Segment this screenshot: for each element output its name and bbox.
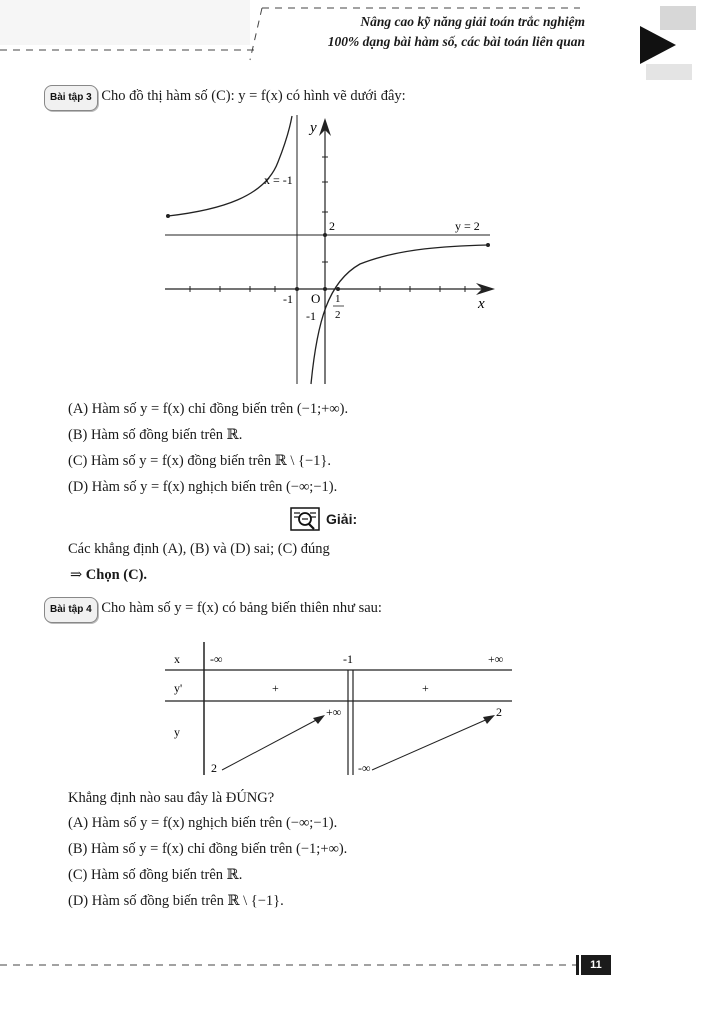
row-yprime-label: y' — [174, 681, 183, 695]
exercise-3-heading — [44, 85, 406, 111]
ex3-option-d: (D) Hàm số y = f(x) nghịch biến trên (−∞;−1). — [68, 479, 338, 495]
x-axis-label: x — [478, 296, 485, 312]
point-y-intercept — [323, 233, 327, 237]
ex4-option-c: (C) Hàm số đồng biến trên ℝ. — [68, 867, 243, 883]
ex3-solution-choice — [70, 565, 147, 585]
footer-divider — [0, 955, 725, 975]
row-y-label: y — [174, 725, 180, 739]
ex3-option-a: (A) Hàm số y = f(x) chỉ đồng biến trên (−1;+∞). — [68, 401, 349, 417]
increase-arrow-left — [222, 718, 320, 770]
ex4-option-d: (D) Hàm số đồng biến trên ℝ \ {−1}. — [68, 893, 284, 909]
exercise-4-heading — [44, 597, 382, 623]
magnifier-book-icon — [290, 506, 320, 532]
asymptote-vertical-label: x = -1 — [264, 173, 293, 187]
choose-label: Chọn — [85, 567, 120, 583]
row-x-label: x — [174, 652, 180, 666]
ex3-option-b: (B) Hàm số đồng biến trên ℝ. — [68, 427, 243, 443]
ex3-option-c: (C) Hàm số y = f(x) đồng biến trên ℝ \ {−1}. — [68, 453, 332, 469]
root-fraction-numerator: 1 — [335, 293, 341, 305]
ex4-question: Khẳng định nào sau đây là ĐÚNG? — [68, 790, 275, 806]
sign-left: + — [272, 681, 279, 695]
root-fraction-denominator: 2 — [335, 309, 341, 321]
curve-left-branch — [168, 116, 292, 216]
ex4-option-b: (B) Hàm số y = f(x) chỉ đồng biến trên (−1;+∞). — [68, 841, 348, 857]
function-graph — [160, 112, 500, 387]
variation-table — [160, 640, 515, 780]
solution-heading — [290, 506, 357, 532]
increase-arrow-right — [372, 718, 490, 770]
point-root — [336, 287, 340, 291]
asymptote-horizontal-label: y = 2 — [455, 219, 480, 233]
ex4-option-a: (A) Hàm số y = f(x) nghịch biến trên (−∞;−1). — [68, 815, 338, 831]
exercise-3-badge: Bài tập 3 — [44, 85, 98, 111]
y-intercept-label: 2 — [329, 219, 335, 233]
sign-right: + — [422, 681, 429, 695]
exercise-3-prompt: Cho đồ thị hàm số (C): y = f(x) có hình vẽ dưới đây: — [101, 88, 406, 104]
y-left-top: +∞ — [326, 705, 342, 719]
y-neg1-label: -1 — [306, 309, 316, 323]
y-axis-label: y — [310, 120, 317, 136]
y-right-bottom: -∞ — [358, 761, 371, 775]
x-neg1-label: -1 — [283, 292, 293, 306]
header-title-line1: Nâng cao kỹ năng giải toán trắc nghiệm — [360, 14, 585, 29]
choose-answer: (C). — [123, 567, 148, 583]
x-right-value: +∞ — [488, 652, 504, 666]
point-neg1 — [295, 287, 299, 291]
point-origin — [323, 287, 327, 291]
origin-label: O — [311, 291, 321, 306]
x-left-value: -∞ — [210, 652, 223, 666]
header-title-line2: 100% dạng bài hàm số, các bài toán liên quan — [327, 34, 585, 49]
corner-triangle-icon — [638, 4, 700, 84]
x-mid-value: -1 — [343, 652, 353, 666]
y-left-bottom: 2 — [211, 761, 217, 775]
implies-symbol: ⇒ — [70, 567, 83, 583]
exercise-4-prompt: Cho hàm số y = f(x) có bảng biến thiên như sau: — [101, 600, 382, 616]
solution-label: Giải: — [326, 511, 358, 527]
ex3-solution-text: Các khẳng định (A), (B) và (D) sai; (C) đúng — [68, 541, 330, 557]
page-number: 11 — [581, 955, 611, 975]
y-right-top: 2 — [496, 705, 502, 719]
exercise-4-badge: Bài tập 4 — [44, 597, 98, 623]
